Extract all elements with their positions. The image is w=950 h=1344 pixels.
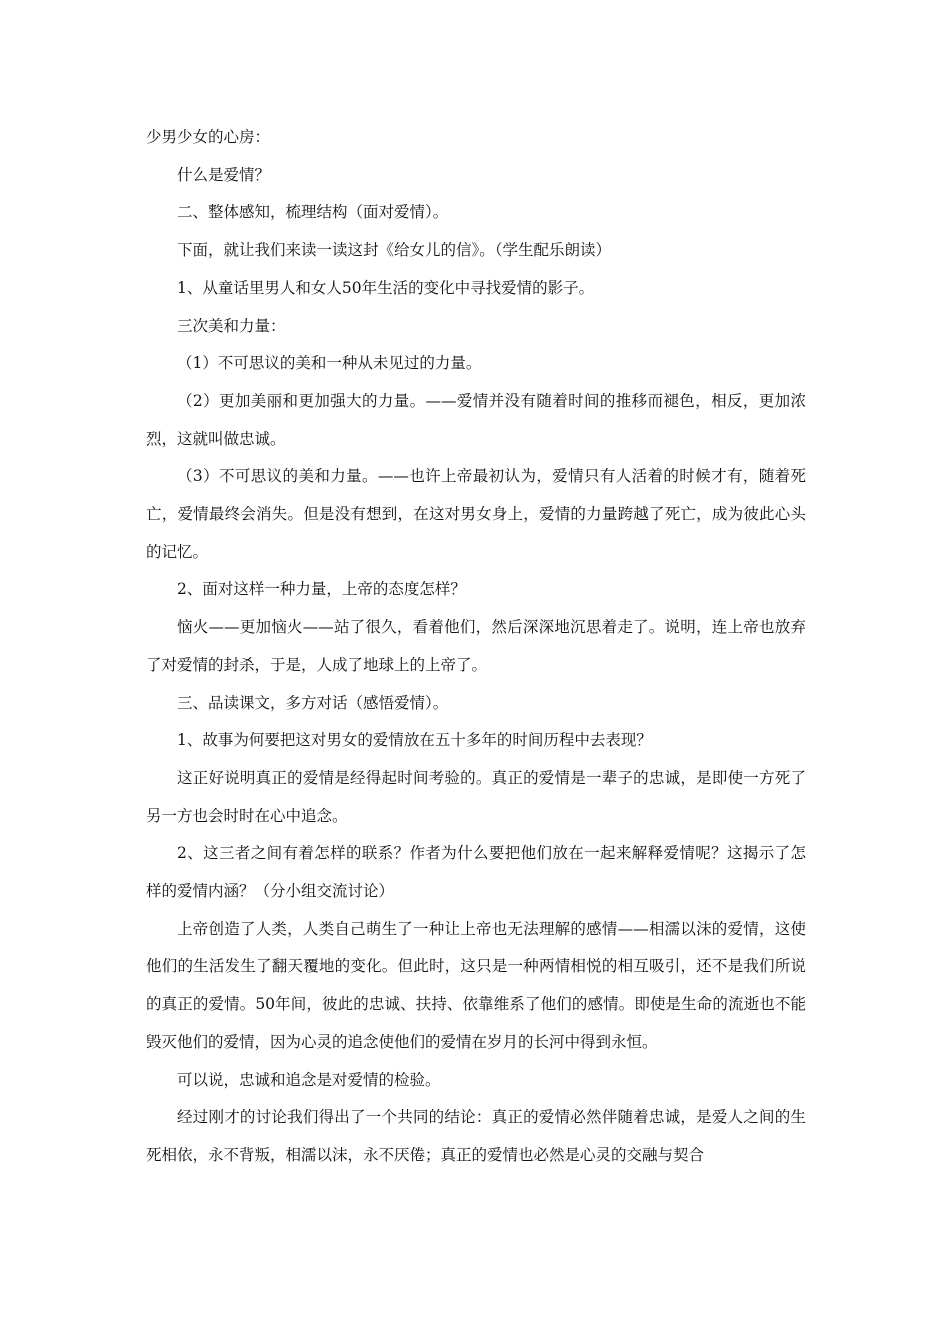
question-item: 1、故事为何要把这对男女的爱情放在五十多年的时间历程中去表现？ [177,731,652,750]
paragraph: 恼火——更加恼火——站了很久，看着他们，然后深深地沉思着走了。说明，连上帝也放弃了对爱情的封杀，于是，人成了地球上的上帝了。 [146,618,806,674]
section-heading: 二、整体感知，梳理结构（面对爱情）。 [177,203,449,222]
question-item: 2、这三者之间有着怎样的联系？作者为什么要把他们放在一起来解释爱情呢？这揭示了怎样的爱情内涵？（分小组交流讨论） [146,844,806,901]
paragraph: 三次美和力量： [177,316,286,335]
list-item: （3）不可思议的美和力量。——也许上帝最初认为，爱情只有人活着的时候才有，随着死亡，爱情最终会消失。但是没有想到，在这对男女身上，爱情的力量跨越了死亡，成为彼此心头的记忆。 [146,467,806,561]
paragraph: 什么是爱情？ [177,165,271,184]
paragraph: 下面，就让我们来读一读这封《给女儿的信》。（学生配乐朗读） [177,241,612,260]
question-item: 1、从童话里男人和女人50年生活的变化中寻找爱情的影子。 [177,278,595,297]
paragraph: 上帝创造了人类，人类自己萌生了一种让上帝也无法理解的感情——相濡以沫的爱情，这使他们的生活发生了翻天覆地的变化。但此时，这只是一种两情相悦的相互吸引，还不是我们所说的真正的爱情。50年间，彼此的忠诚、扶持、依靠维系了他们的感情。即使是生命的流逝也不能毁灭他们的爱情，因为心灵的追念使他们的爱情在岁月的长河中得到永恒。 [146,919,806,1051]
list-item: （2）更加美丽和更加强大的力量。——爱情并没有随着时间的推移而褪色，相反，更加浓烈，这就叫做忠诚。 [146,391,806,448]
paragraph: 这正好说明真正的爱情是经得起时间考验的。真正的爱情是一辈子的忠诚，是即使一方死了另一方也会时时在心中追念。 [146,768,806,825]
document-page [146,119,806,1175]
question-item: 2、面对这样一种力量，上帝的态度怎样？ [177,580,466,599]
list-item: （1）不可思议的美和一种从未见过的力量。 [177,354,482,373]
paragraph: 少男少女的心房： [146,128,271,146]
section-heading: 三、品读课文，多方对话（感悟爱情）。 [177,693,449,712]
paragraph: 可以说，忠诚和追念是对爱情的检验。 [177,1070,441,1089]
paragraph: 经过刚才的讨论我们得出了一个共同的结论：真正的爱情必然伴随着忠诚，是爱人之间的生死相依，永不背叛，相濡以沫，永不厌倦；真正的爱情也必然是心灵的交融与契合 [146,1108,806,1164]
